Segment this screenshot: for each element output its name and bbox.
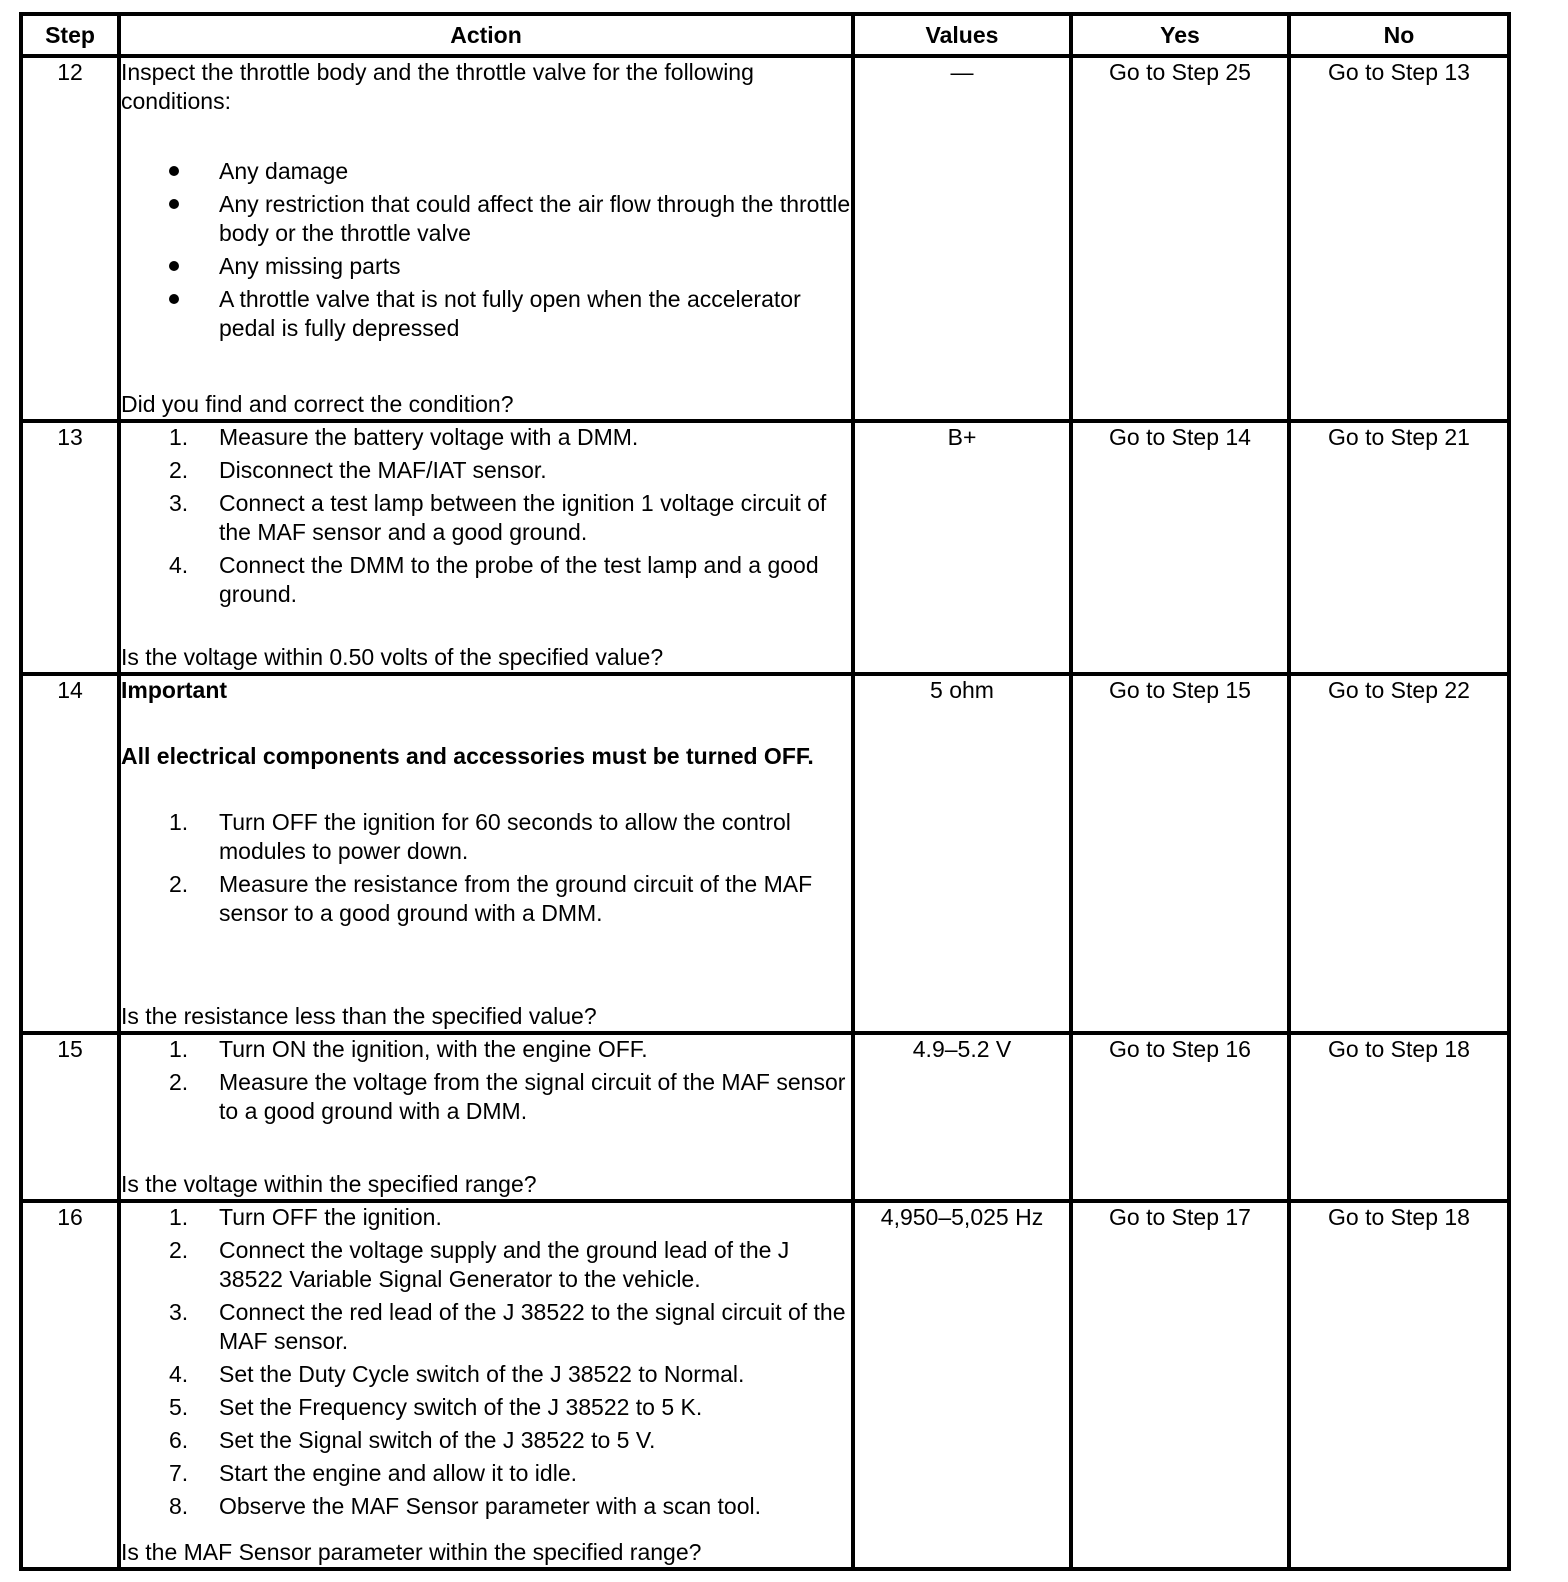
list-item: 2. Measure the resistance from the ground circuit of the MAF sensor to a good ground with a DMM. xyxy=(169,871,813,926)
list-item: Any restriction that could affect the air flow through the throttle body or the throttle valve xyxy=(121,190,851,248)
list-item: 8. Observe the MAF Sensor parameter with a scan tool. xyxy=(169,1493,762,1519)
step-number: 14 xyxy=(21,674,119,1033)
list-item: 7. Start the engine and allow it to idle. xyxy=(169,1460,578,1486)
yes-cell xyxy=(1071,1033,1289,1201)
diagnostic-table xyxy=(19,12,1511,1571)
action-intro: Inspect the throttle body and the throttle valve for the following conditions: xyxy=(121,59,754,114)
action-cell xyxy=(119,1201,853,1569)
list-item: 1. Turn OFF the ignition. xyxy=(169,1204,442,1230)
no-link: Go to Step 22 xyxy=(1328,677,1470,703)
action-question: Is the MAF Sensor parameter within the specified range? xyxy=(121,1539,702,1565)
yes-link: Go to Step 15 xyxy=(1109,677,1251,703)
list-item: 2. Measure the voltage from the signal circuit of the MAF sensor to a good ground with a DMM. xyxy=(169,1069,846,1124)
yes-link: Go to Step 25 xyxy=(1109,59,1251,85)
no-cell xyxy=(1289,1033,1509,1201)
yes-link: Go to Step 17 xyxy=(1109,1204,1251,1230)
value-cell: 4,950–5,025 Hz xyxy=(853,1201,1071,1569)
list-item: 5. Set the Frequency switch of the J 38522 to 5 K. xyxy=(169,1394,703,1420)
header-no: No xyxy=(1289,14,1509,56)
bullet-icon xyxy=(169,261,179,271)
bullet-icon xyxy=(169,199,179,209)
condition-list xyxy=(121,157,851,343)
table-row xyxy=(21,421,1509,674)
no-cell xyxy=(1289,674,1509,1033)
table-row xyxy=(21,1033,1509,1201)
value-cell: B+ xyxy=(853,421,1071,674)
procedure-list xyxy=(121,1203,851,1525)
bullet-icon xyxy=(169,166,179,176)
no-link: Go to Step 18 xyxy=(1328,1204,1470,1230)
value-cell: 5 ohm xyxy=(853,674,1071,1033)
action-question: Is the resistance less than the specified value? xyxy=(121,1003,597,1029)
table-row xyxy=(21,674,1509,1033)
action-cell xyxy=(119,1033,853,1201)
procedure-list xyxy=(121,1035,851,1130)
list-item: 6. Set the Signal switch of the J 38522 to 5 V. xyxy=(169,1427,656,1453)
yes-cell xyxy=(1071,1201,1289,1569)
important-label: Important xyxy=(121,677,228,703)
list-item: Any damage xyxy=(121,157,851,186)
no-link: Go to Step 21 xyxy=(1328,424,1470,450)
important-text: All electrical components and accessories must be turned OFF. xyxy=(121,743,814,769)
list-item: 4. Connect the DMM to the probe of the test lamp and a good ground. xyxy=(169,552,819,607)
list-item: 1. Measure the battery voltage with a DMM. xyxy=(169,424,639,450)
action-question: Did you find and correct the condition? xyxy=(121,391,514,417)
action-cell xyxy=(119,56,853,421)
list-item: 1. Turn OFF the ignition for 60 seconds to allow the control modules to power down. xyxy=(169,809,791,864)
no-cell xyxy=(1289,421,1509,674)
list-item: 3. Connect a test lamp between the ignition 1 voltage circuit of the MAF sensor and a good ground. xyxy=(169,490,827,545)
yes-link: Go to Step 16 xyxy=(1109,1036,1251,1062)
bullet-icon xyxy=(169,294,179,304)
action-cell xyxy=(119,421,853,674)
header-yes: Yes xyxy=(1071,14,1289,56)
no-link: Go to Step 18 xyxy=(1328,1036,1470,1062)
yes-cell xyxy=(1071,56,1289,421)
no-cell xyxy=(1289,56,1509,421)
list-item: 2. Disconnect the MAF/IAT sensor. xyxy=(169,457,547,483)
yes-link: Go to Step 14 xyxy=(1109,424,1251,450)
step-number: 12 xyxy=(21,56,119,421)
header-values: Values xyxy=(853,14,1071,56)
yes-cell xyxy=(1071,421,1289,674)
list-item: A throttle valve that is not fully open when the accelerator pedal is fully depressed xyxy=(121,285,851,343)
procedure-list xyxy=(121,808,851,928)
table-row xyxy=(21,1201,1509,1569)
list-item: 2. Connect the voltage supply and the ground lead of the J 38522 Variable Signal Generator to the vehicle. xyxy=(169,1237,790,1292)
step-number: 16 xyxy=(21,1201,119,1569)
header-step: Step xyxy=(21,14,119,56)
no-cell xyxy=(1289,1201,1509,1569)
action-question: Is the voltage within the specified range? xyxy=(121,1171,537,1197)
list-item: 1. Turn ON the ignition, with the engine OFF. xyxy=(169,1036,648,1062)
table-row xyxy=(21,56,1509,421)
no-link: Go to Step 13 xyxy=(1328,59,1470,85)
header-row xyxy=(21,14,1509,56)
procedure-list xyxy=(121,423,851,613)
step-number: 15 xyxy=(21,1033,119,1201)
yes-cell xyxy=(1071,674,1289,1033)
list-item: Any missing parts xyxy=(121,252,851,281)
step-number: 13 xyxy=(21,421,119,674)
value-cell: — xyxy=(853,56,1071,421)
action-cell xyxy=(119,674,853,1033)
list-item: 3. Connect the red lead of the J 38522 to the signal circuit of the MAF sensor. xyxy=(169,1299,846,1354)
header-action: Action xyxy=(119,14,853,56)
value-cell: 4.9–5.2 V xyxy=(853,1033,1071,1201)
action-question: Is the voltage within 0.50 volts of the specified value? xyxy=(121,644,664,670)
list-item: 4. Set the Duty Cycle switch of the J 38522 to Normal. xyxy=(169,1361,745,1387)
